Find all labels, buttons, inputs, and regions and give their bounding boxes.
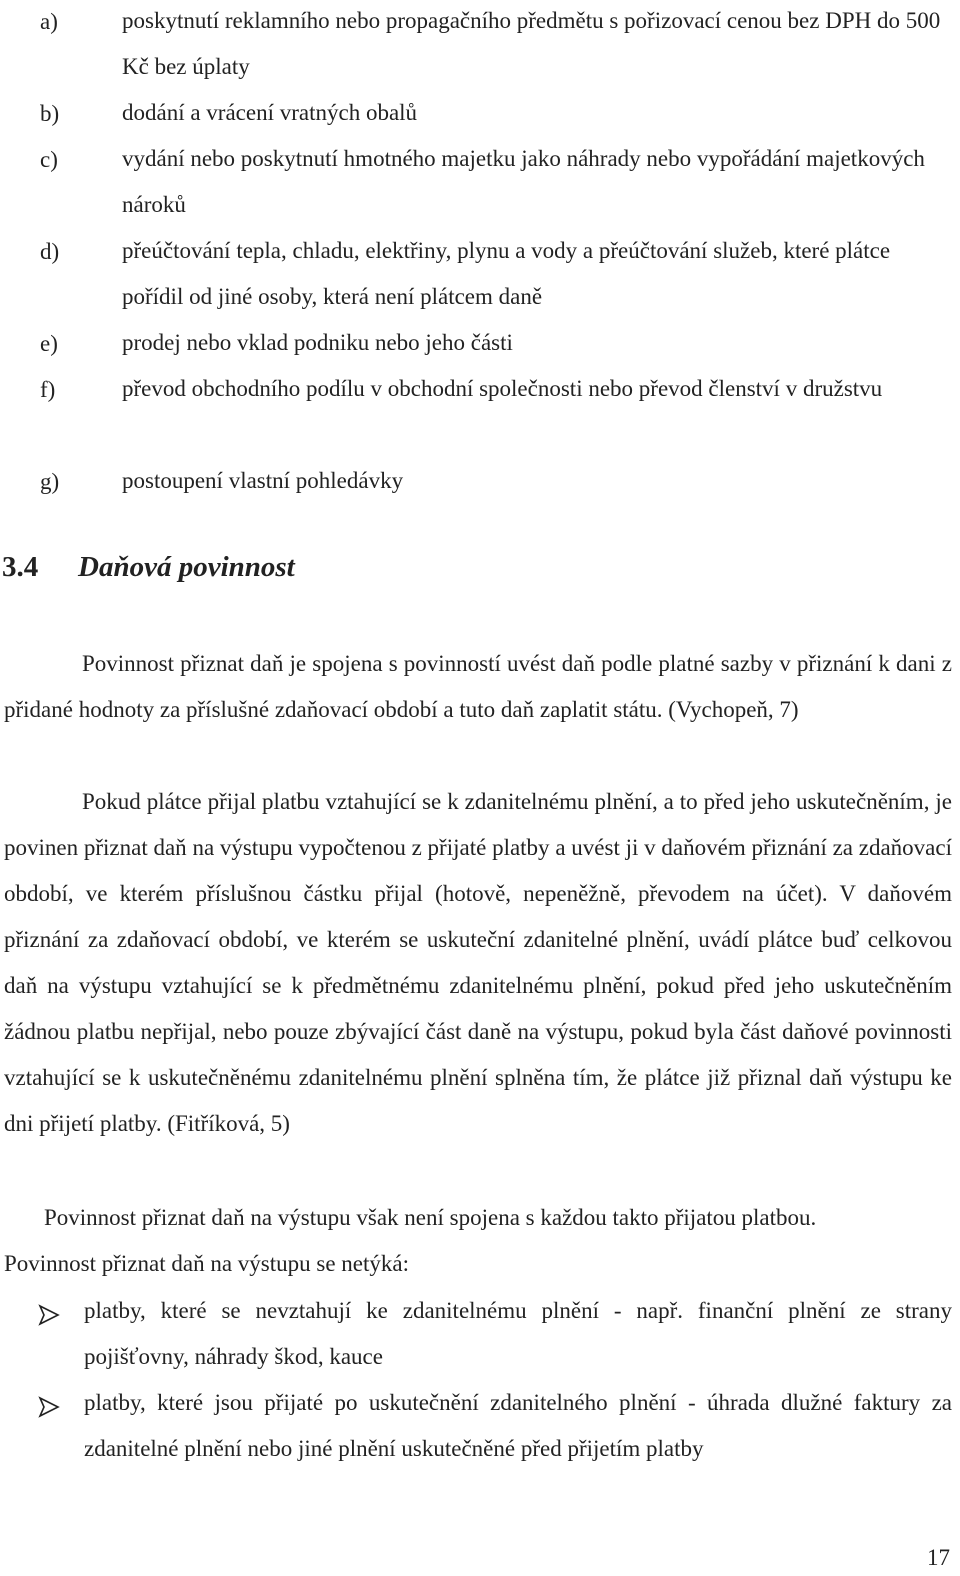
paragraph-text: Povinnost přiznat daň na výstupu však není spojena s každou takto přijatou platbou. xyxy=(44,1205,817,1230)
arrow-bullet-icon xyxy=(38,1396,60,1418)
paragraph xyxy=(4,1241,952,1287)
list-item-text: poskytnutí reklamního nebo propagačního předmětu s pořizovací cenou bez DPH do 500 Kč bez úplaty xyxy=(122,8,941,79)
arrow-bullet-icon xyxy=(38,1304,60,1326)
section-heading xyxy=(2,550,295,584)
list-marker: e) xyxy=(40,331,58,356)
section-number: 3.4 xyxy=(2,551,39,583)
list-item-text: převod obchodního podílu v obchodní společnosti nebo převod členství v družstvu xyxy=(122,376,883,401)
bullet-text: platby, které se nevztahují ke zdanitelnému plnění - např. finanční plnění ze strany pojišťovny, náhrady škod, kauce xyxy=(84,1298,952,1369)
list-marker: f) xyxy=(40,377,56,402)
list-marker: c) xyxy=(40,147,58,172)
paragraph-text: Povinnost přiznat daň je spojena s povinností uvést daň podle platné sazby v přiznání k dani z přidané hodnoty za příslušné zdaňovací období a tuto daň zaplatit státu. (Vychopeň, 7) xyxy=(4,651,952,722)
paragraph xyxy=(4,779,952,1147)
paragraph xyxy=(4,1195,952,1241)
list-marker: a) xyxy=(40,9,58,34)
section-title: Daňová povinnost xyxy=(78,551,295,583)
list-marker: d) xyxy=(40,239,60,264)
page-number: 17 xyxy=(927,1545,950,1570)
list-item-text: dodání a vrácení vratných obalů xyxy=(122,100,418,125)
list-item-text: vydání nebo poskytnutí hmotného majetku jako náhrady nebo vypořádání majetkových nároků xyxy=(122,146,925,217)
paragraph-text: Povinnost přiznat daň na výstupu se netýká: xyxy=(4,1251,409,1276)
paragraph-text: Pokud plátce přijal platbu vztahující se k zdanitelnému plnění, a to před jeho uskutečněním, je povinen přiznat daň na výstupu vypočtenou z přijaté platby a uvést ji v daňovém přiznání za zdaňovací období, ve kterém příslušnou částku přijal (hotově, nepeněžně, převodem na účet). V daňovém přiznání za zdaňovací období, ve kterém se uskuteční zdanitelné plnění, uvádí plátce buď celkovou daň na výstupu vztahující se k předmětnému zdanitelnému plnění, pokud před jeho uskutečněním žádnou platbu nepřijal, nebo pouze zbývající část daně na výstupu, pokud byla část daňové povinnosti vztahující se k uskutečněnému zdanitelnému plnění splněna tím, že plátce již přiznal daň výstupu ke dni přijetí platby. (Fitříková, 5) xyxy=(4,789,952,1136)
list-item-text: postoupení vlastní pohledávky xyxy=(122,468,404,493)
list-marker: b) xyxy=(40,101,60,126)
paragraph xyxy=(4,641,952,733)
bullet-text: platby, které jsou přijaté po uskutečnění zdanitelného plnění - úhrada dlužné faktury za zdanitelné plnění nebo jiné plnění uskutečněné před přijetím platby xyxy=(84,1390,952,1461)
list-item-text: prodej nebo vklad podniku nebo jeho části xyxy=(122,330,513,355)
list-marker: g) xyxy=(40,469,60,494)
list-item-text: přeúčtování tepla, chladu, elektřiny, plynu a vody a přeúčtování služeb, které plátce pořídil od jiné osoby, která není plátcem daně xyxy=(122,238,891,309)
